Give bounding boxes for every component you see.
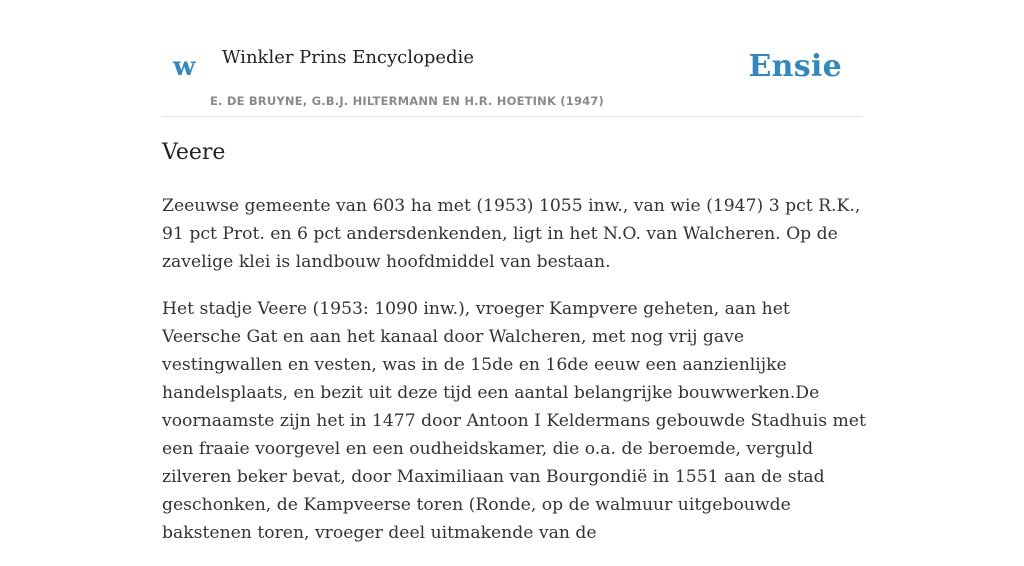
article-title: Veere	[162, 140, 226, 165]
ensie-logo[interactable]: Ensie	[748, 49, 842, 84]
article-paragraph: Het stadje Veere (1953: 1090 inw.), vroeger Kampvere geheten, aan het Veersche Gat en aan het kanaal door Walcheren, met nog vrij gave vestingwallen en vesten, was in de 15de en 16de eeuw een aanzienlijke handelsplaats, en bezit uit deze tijd een aantal belangrijke bouwwerken.De voornaamste zijn het in 1477 door Antoon I Keldermans gebouwde Stadhuis met een fraaie voorgevel en een oudheidskamer, die o.a. de beroemde, verguld zilveren beker bevat, door Maximiliaan van Bourgondië in 1551 aan de stad geschonken, de Kampveerse toren (Ronde, op de walmuur uitgebouwde bakstenen toren, vroeger deel uitmakende van de	[162, 299, 866, 543]
article-body	[162, 192, 868, 566]
encyclopedia-logo[interactable]: w	[173, 52, 196, 82]
book-title-link[interactable]: Winkler Prins Encyclopedie	[222, 47, 474, 68]
article-paragraph: Zeeuwse gemeente van 603 ha met (1953) 1055 inw., van wie (1947) 3 pct R.K., 91 pct Prot. en 6 pct andersdenkenden, ligt in het N.O. van Walcheren. Op de zavelige klei is landbouw hoofdmiddel van bestaan.	[162, 196, 861, 272]
header	[162, 40, 862, 117]
authors-line: E. DE BRUYNE, G.B.J. HILTERMANN EN H.R. HOETINK (1947)	[210, 94, 605, 108]
